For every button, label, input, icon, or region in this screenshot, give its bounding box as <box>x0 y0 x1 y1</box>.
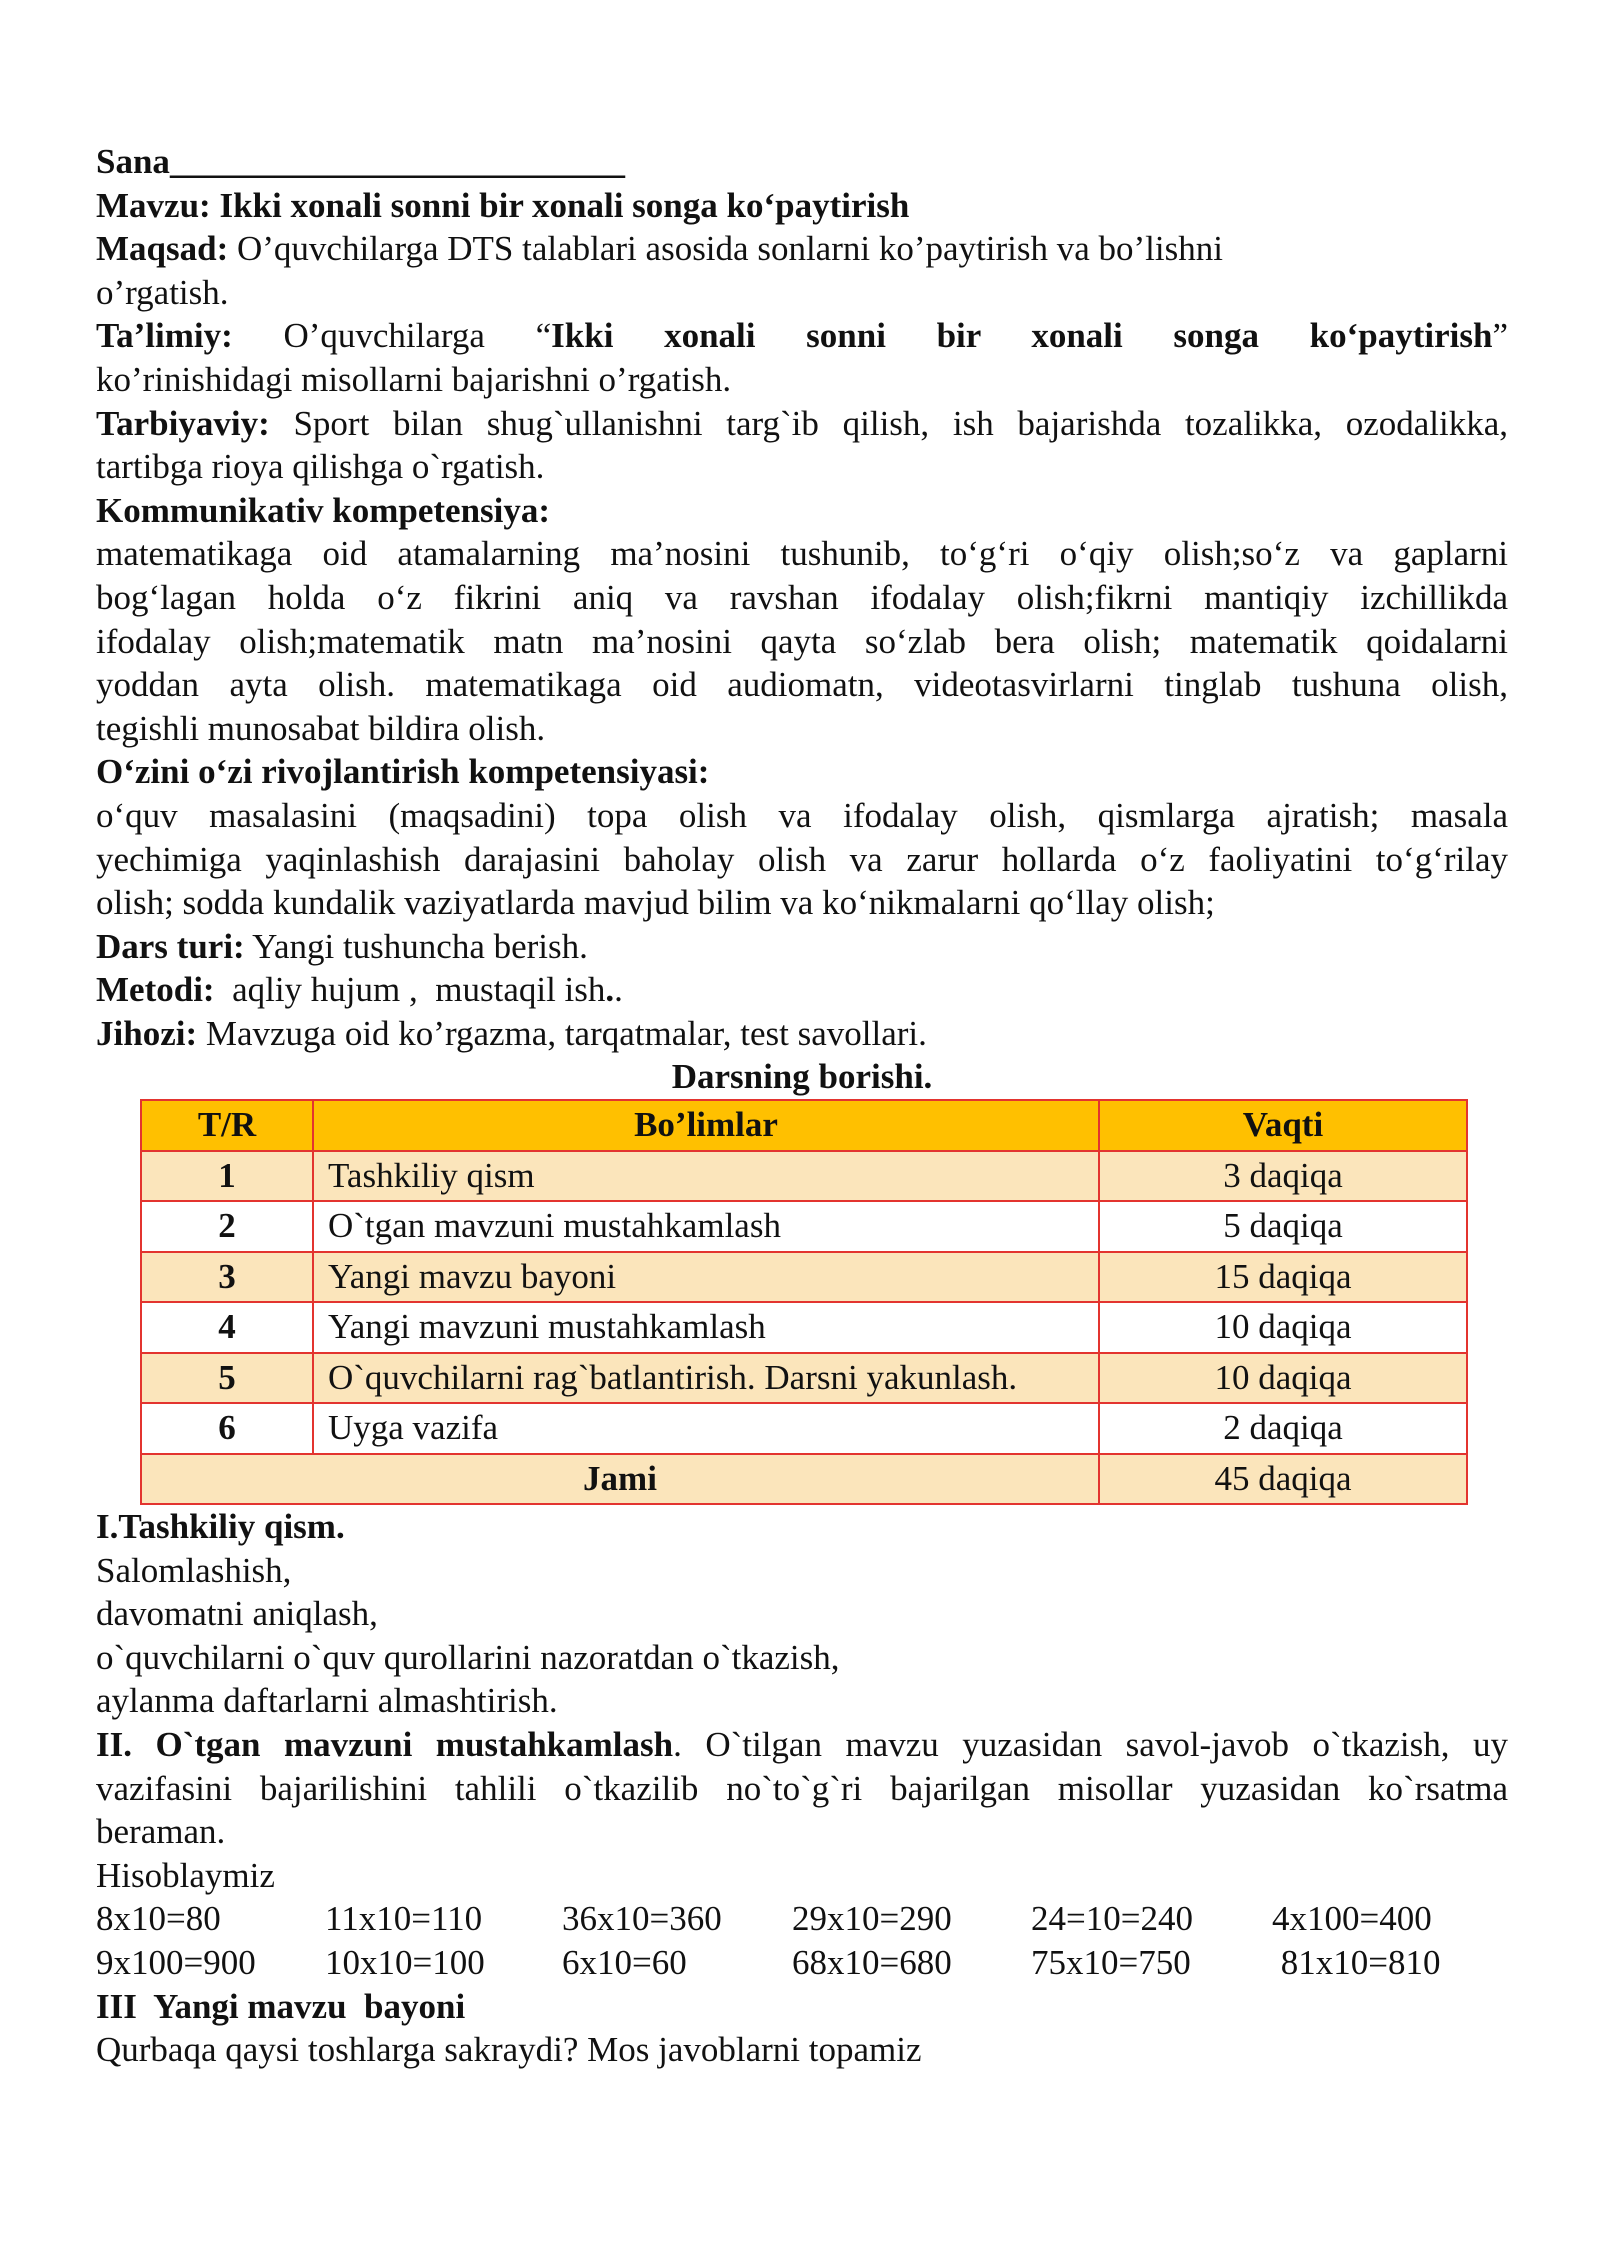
row-number: 6 <box>141 1403 313 1454</box>
exercise-item: 11x10=110 <box>325 1899 483 1939</box>
row-section: O`tgan mavzuni mustahkamlash <box>313 1201 1099 1252</box>
table-row <box>141 1403 1467 1454</box>
exercise-item: 10x10=100 <box>325 1943 485 1982</box>
communicative-line-2: bog‘lagan holda o‘z fikrini aniq va ravshan ifodalay olish;fikrni mantiqiy izchillikda <box>96 577 1508 617</box>
review-heading: II. O`tgan mavzuni mustahkamlash <box>96 1725 674 1765</box>
table-header-row <box>141 1100 1467 1151</box>
lesson-type-text: Yangi tushuncha berish. <box>252 926 588 966</box>
row-section: Uyga vazifa <box>313 1403 1099 1454</box>
row-number: 4 <box>141 1302 313 1353</box>
exercise-item: 68x10=680 <box>792 1943 952 1982</box>
educational-quote: “Ikki xonali sonni bir xonali songa ko‘paytirish” <box>535 316 1508 356</box>
exercise-item: 9x100=900 <box>96 1943 256 1982</box>
method-label: Metodi: <box>96 970 215 1010</box>
lesson-plan-table <box>140 1099 1468 1505</box>
equipment-label: Jihozi: <box>96 1013 198 1053</box>
lesson-type-line <box>96 925 1508 969</box>
new-topic-text: Qurbaqa qaysi toshlarga sakraydi? Mos javoblarni topamiz <box>96 2030 922 2070</box>
self-development-line-1: o‘quv masalasini (maqsadini) topa olish va ifodalay olish, qismlarga ajratish; masala <box>96 795 1508 835</box>
table-total-row <box>141 1454 1467 1505</box>
method-line: Metodi: aqliy hujum , mustaqil ish.. <box>96 970 623 1010</box>
upbringing-line-2: tartibga rioya qilishga o`rgatish. <box>96 447 545 487</box>
exercise-item: 81x10=810 <box>1272 1943 1441 1982</box>
header-time: Vaqti <box>1099 1100 1467 1151</box>
row-section: Tashkiliy qism <box>313 1151 1099 1202</box>
exercise-item: 36x10=360 <box>562 1899 722 1939</box>
lesson-flow-heading: Darsning borishi. <box>671 1057 933 1097</box>
row-time: 2 daqiqa <box>1099 1403 1467 1454</box>
equipment-line <box>96 1012 1508 1056</box>
organizational-item: Salomlashish, <box>96 1550 292 1590</box>
review-line-1 <box>96 1723 1508 1767</box>
total-label: Jami <box>141 1454 1099 1505</box>
review-line-3: beraman. <box>96 1812 226 1852</box>
header-number: T/R <box>141 1100 313 1151</box>
table-row <box>141 1353 1467 1404</box>
topic-text: Ikki xonali sonni bir xonali songa ko‘paytirish <box>219 185 910 225</box>
self-development-heading: O‘zini o‘zi rivojlantirish kompetensiyasi: <box>96 752 710 792</box>
educational-line <box>96 314 1508 358</box>
row-number: 2 <box>141 1201 313 1252</box>
row-time: 5 daqiqa <box>1099 1201 1467 1252</box>
organizational-item: aylanma daftarlarni almashtirish. <box>96 1681 558 1721</box>
topic-line <box>96 184 1508 228</box>
topic-label: Mavzu: <box>96 185 211 225</box>
educational-line-2: ko’rinishidagi misollarni bajarishni o’rgatish. <box>96 359 732 399</box>
table-row <box>141 1302 1467 1353</box>
goal-line-2: o’rgatish. <box>96 272 229 312</box>
upbringing-text: Sport bilan shug`ullanishni targ`ib qilish, ish bajarishda tozalikka, ozodalikka, <box>293 403 1508 443</box>
exercise-item: 8x10=80 <box>96 1899 221 1939</box>
lesson-plan-page <box>96 140 1508 2072</box>
goal-label: Maqsad: <box>96 229 229 269</box>
communicative-line-4: yoddan ayta olish. matematikaga oid audiomatn, videotasvirlarni tinglab tushuna olish, <box>96 665 1508 705</box>
method-text: aqliy hujum , mustaqil ish <box>214 970 606 1010</box>
communicative-line-3: ifodalay olish;matematik matn ma’nosini qayta so‘zlab bera olish; matematik qoidalarni <box>96 621 1508 661</box>
date-blank: __________________________ <box>169 142 625 181</box>
row-time: 10 daqiqa <box>1099 1353 1467 1404</box>
upbringing-line <box>96 402 1508 446</box>
total-time: 45 daqiqa <box>1099 1454 1467 1505</box>
row-time: 10 daqiqa <box>1099 1302 1467 1353</box>
communicative-heading: Kommunikativ kompetensiya: <box>96 490 551 530</box>
table-row <box>141 1252 1467 1303</box>
row-number: 1 <box>141 1151 313 1202</box>
row-section: Yangi mavzuni mustahkamlash <box>313 1302 1099 1353</box>
exercise-item: 4x100=400 <box>1272 1899 1432 1939</box>
calculate-label: Hisoblaymiz <box>96 1855 275 1895</box>
row-section: O`quvchilarni rag`batlantirish. Darsni yakunlash. <box>313 1353 1099 1404</box>
educational-label: Ta’limiy: <box>96 316 233 356</box>
goal-line <box>96 227 1508 271</box>
organizational-heading: I.Tashkiliy qism. <box>96 1507 345 1547</box>
table-row <box>141 1151 1467 1202</box>
lesson-type-label: Dars turi: <box>96 926 245 966</box>
goal-text: O’quvchilarga DTS talablari asosida sonlarni ko’paytirish va bo’lishni <box>237 229 1223 269</box>
equipment-text: Mavzuga oid ko’rgazma, tarqatmalar, test savollari. <box>205 1013 927 1053</box>
self-development-line-2: yechimiga yaqinlashish darajasini baholay olish va zarur hollarda o‘z faoliyatini to‘g‘rilay <box>96 839 1508 879</box>
date-label: Sana <box>96 142 170 181</box>
row-number: 3 <box>141 1252 313 1303</box>
date-line <box>96 140 1508 184</box>
table-row <box>141 1201 1467 1252</box>
communicative-line-5: tegishli munosabat bildira olish. <box>96 708 546 748</box>
row-number: 5 <box>141 1353 313 1404</box>
educational-topic: Ikki xonali sonni bir xonali songa ko‘paytirish <box>551 316 1493 356</box>
exercise-row-1 <box>96 1897 1508 1941</box>
organizational-item: o`quvchilarni o`quv qurollarini nazoratdan o`tkazish, <box>96 1637 840 1677</box>
upbringing-label: Tarbiyaviy: <box>96 403 270 443</box>
exercise-item: 75x10=750 <box>1031 1943 1191 1982</box>
header-sections: Bo’limlar <box>313 1100 1099 1151</box>
row-section: Yangi mavzu bayoni <box>313 1252 1099 1303</box>
self-development-line-3: olish; sodda kundalik vaziyatlarda mavjud bilim va ko‘nikmalarni qo‘llay olish; <box>96 883 1215 923</box>
exercise-item: 24=10=240 <box>1031 1899 1193 1939</box>
exercise-row-2 <box>96 1941 1508 1985</box>
row-time: 15 daqiqa <box>1099 1252 1467 1303</box>
educational-pre: O’quvchilarga <box>283 316 485 356</box>
organizational-item: davomatni aniqlash, <box>96 1594 378 1634</box>
review-text: . O`tilgan mavzu yuzasidan savol-javob o`tkazish, uy <box>673 1725 1508 1765</box>
new-topic-heading: III Yangi mavzu bayoni <box>96 1986 466 2026</box>
row-time: 3 daqiqa <box>1099 1151 1467 1202</box>
exercise-item: 6x10=60 <box>562 1943 687 1982</box>
exercise-item: 29x10=290 <box>792 1899 952 1939</box>
review-line-2: vazifasini bajarilishini tahlili o`tkazilib no`to`g`ri bajarilgan misollar yuzasidan ko`rsatma <box>96 1768 1508 1808</box>
communicative-line-1: matematikaga oid atamalarning ma’nosini tushunib, to‘g‘ri o‘qiy olish;so‘z va gaplarni <box>96 534 1508 574</box>
